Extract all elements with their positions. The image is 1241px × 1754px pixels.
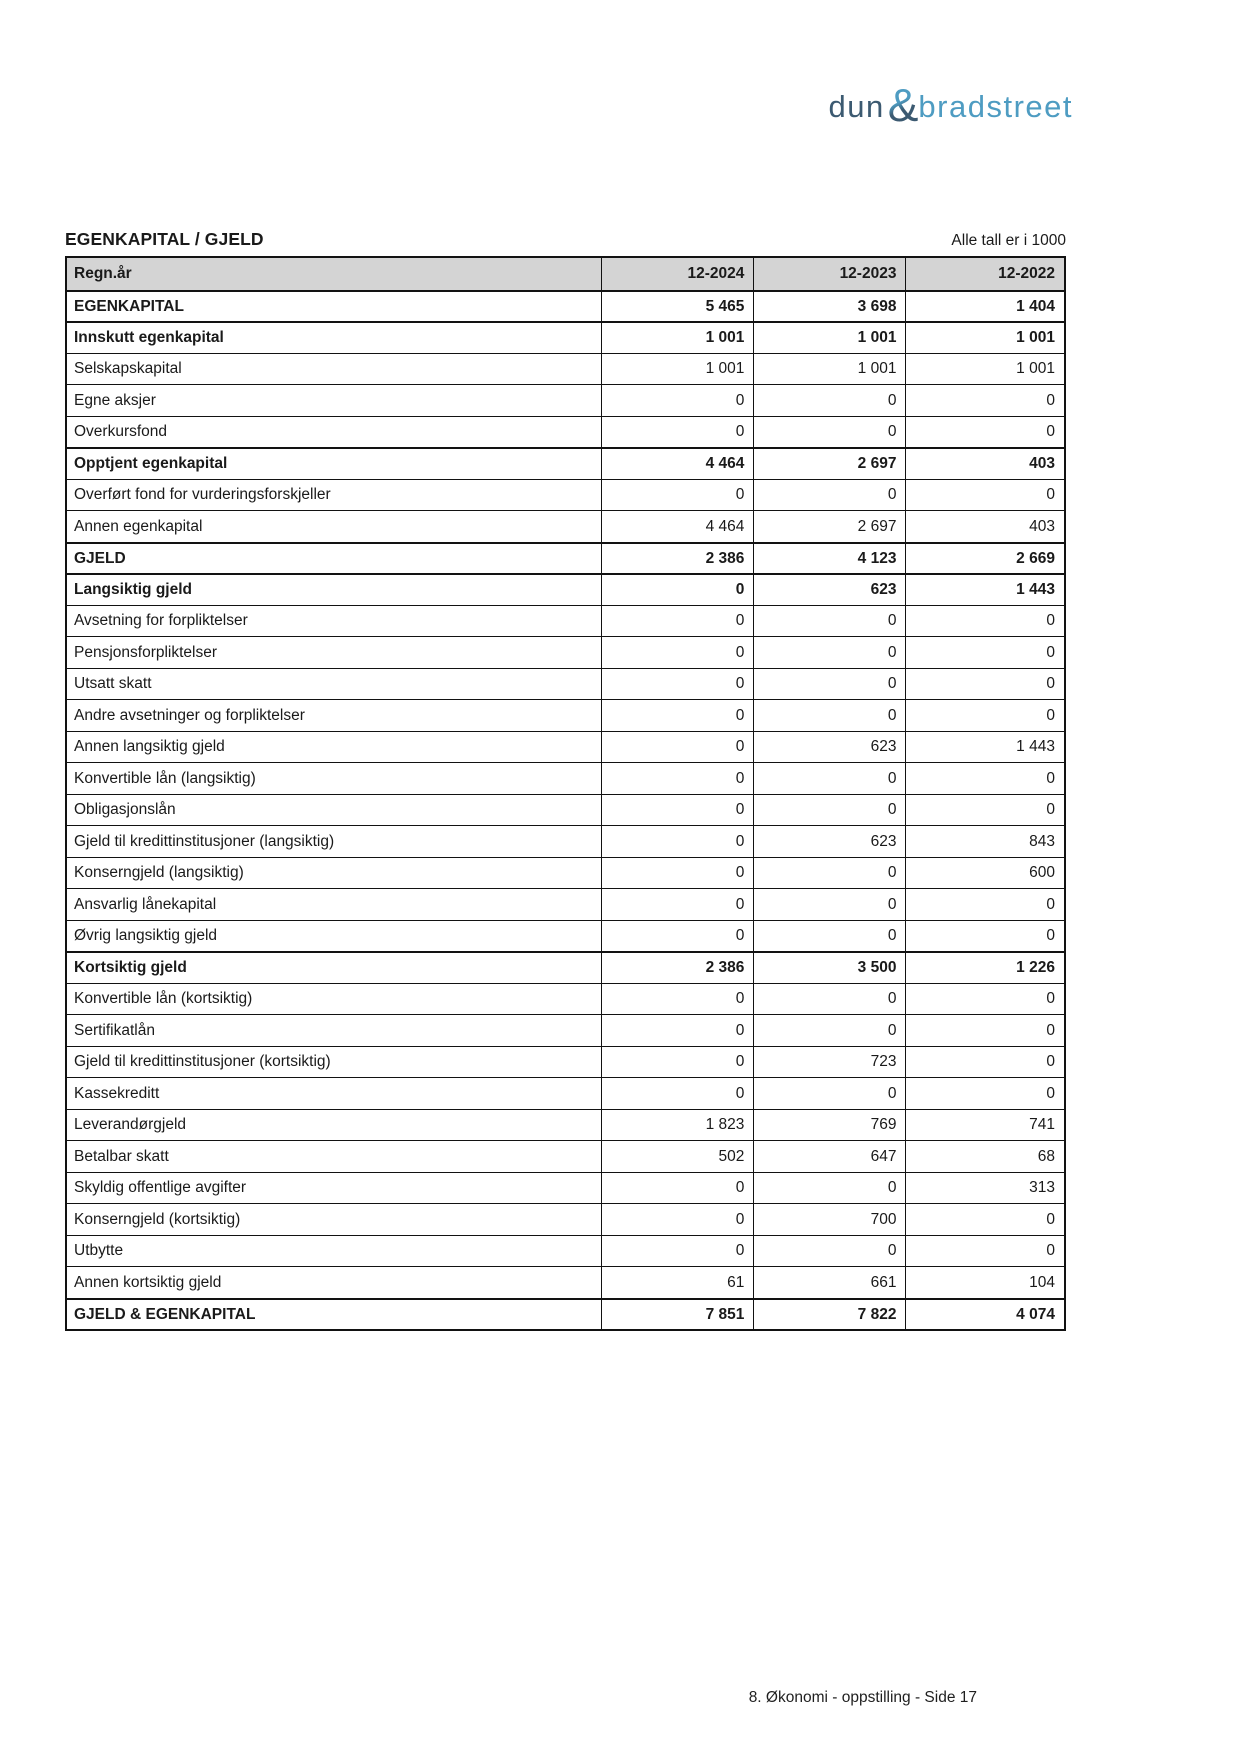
row-value: 0 xyxy=(905,637,1064,668)
row-value: 2 386 xyxy=(601,544,753,574)
column-header-regnar: Regn.år xyxy=(74,265,132,282)
row-value: 623 xyxy=(753,732,905,763)
row-value: 1 001 xyxy=(601,354,753,385)
row-value: 0 xyxy=(905,385,1064,416)
row-value: 843 xyxy=(905,826,1064,857)
row-value: 0 xyxy=(753,921,905,952)
balance-sheet-table xyxy=(65,256,1066,1331)
row-label: EGENKAPITAL xyxy=(74,297,184,315)
row-value: 0 xyxy=(905,921,1064,952)
row-value: 0 xyxy=(905,480,1064,511)
row-value: 61 xyxy=(601,1267,753,1298)
row-value: 0 xyxy=(601,1173,753,1204)
units-note: Alle tall er i 1000 xyxy=(951,232,1066,249)
table-row xyxy=(67,1235,1064,1267)
row-value: 0 xyxy=(753,858,905,889)
row-label: Leverandørgjeld xyxy=(74,1116,187,1133)
row-value: 2 386 xyxy=(601,953,753,983)
row-value: 1 001 xyxy=(601,323,753,353)
table-row xyxy=(67,1266,1064,1298)
row-label: GJELD xyxy=(74,549,126,567)
table-row xyxy=(67,1014,1064,1046)
row-value: 3 698 xyxy=(753,292,905,322)
row-value: 0 xyxy=(601,385,753,416)
row-value: 623 xyxy=(753,575,905,605)
table-row xyxy=(67,1109,1064,1141)
table-row xyxy=(67,668,1064,700)
row-label: Obligasjonslån xyxy=(74,801,176,818)
table-header-row xyxy=(67,258,1064,290)
row-label: Opptjent egenkapital xyxy=(74,455,228,472)
row-value: 0 xyxy=(601,480,753,511)
row-value: 7 851 xyxy=(601,1300,753,1330)
row-value: 0 xyxy=(601,984,753,1015)
row-value: 0 xyxy=(905,763,1064,794)
row-value: 661 xyxy=(753,1267,905,1298)
table-row xyxy=(67,510,1064,542)
row-label: Konserngjeld (langsiktig) xyxy=(74,864,244,881)
row-value: 0 xyxy=(753,984,905,1015)
row-value: 0 xyxy=(905,606,1064,637)
row-value: 0 xyxy=(905,1047,1064,1078)
table-row xyxy=(67,384,1064,416)
row-value: 0 xyxy=(753,1236,905,1267)
dun-bradstreet-logo xyxy=(828,78,1074,131)
row-value: 700 xyxy=(753,1204,905,1235)
row-value: 0 xyxy=(753,763,905,794)
table-row xyxy=(67,479,1064,511)
table-row xyxy=(67,825,1064,857)
row-value: 1 001 xyxy=(753,354,905,385)
row-value: 1 404 xyxy=(905,292,1064,322)
row-value: 0 xyxy=(601,1204,753,1235)
row-value: 403 xyxy=(905,511,1064,542)
row-value: 0 xyxy=(601,921,753,952)
row-value: 5 465 xyxy=(601,292,753,322)
row-label: Overført fond for vurderingsforskjeller xyxy=(74,486,331,503)
row-value: 7 822 xyxy=(753,1300,905,1330)
row-label: Innskutt egenkapital xyxy=(74,329,224,346)
table-row xyxy=(67,699,1064,731)
row-value: 0 xyxy=(905,700,1064,731)
row-label: Ansvarlig lånekapital xyxy=(74,895,217,913)
table-row xyxy=(67,1077,1064,1109)
row-value: 0 xyxy=(753,417,905,448)
row-label: Betalbar skatt xyxy=(74,1147,169,1165)
logo-ampersand-icon: & xyxy=(887,79,919,131)
column-header-12-2022: 12-2022 xyxy=(905,258,1064,290)
row-value: 0 xyxy=(905,1204,1064,1235)
row-value: 4 123 xyxy=(753,544,905,574)
table-row xyxy=(67,1298,1064,1330)
row-value: 0 xyxy=(753,1015,905,1046)
row-value: 0 xyxy=(601,1236,753,1267)
row-value: 3 500 xyxy=(753,953,905,983)
row-value: 0 xyxy=(601,700,753,731)
row-label: Annen kortsiktig gjeld xyxy=(74,1273,222,1291)
row-value: 0 xyxy=(905,1015,1064,1046)
row-value: 0 xyxy=(601,637,753,668)
row-label: Skyldig offentlige avgifter xyxy=(74,1179,247,1196)
row-value: 0 xyxy=(601,889,753,920)
column-header-12-2023: 12-2023 xyxy=(753,258,905,290)
row-value: 0 xyxy=(601,763,753,794)
row-value: 2 697 xyxy=(753,449,905,479)
row-value: 2 697 xyxy=(753,511,905,542)
table-row xyxy=(67,857,1064,889)
table-body xyxy=(67,290,1064,1330)
table-row xyxy=(67,1140,1064,1172)
row-label: Kassekreditt xyxy=(74,1084,160,1102)
table-row xyxy=(67,353,1064,385)
table-row xyxy=(67,762,1064,794)
row-value: 0 xyxy=(601,1078,753,1109)
row-value: 0 xyxy=(753,385,905,416)
row-value: 0 xyxy=(601,669,753,700)
table-row xyxy=(67,888,1064,920)
row-label: GJELD & EGENKAPITAL xyxy=(74,1305,256,1323)
table-row xyxy=(67,636,1064,668)
page-footer: 8. Økonomi - oppstilling - Side 17 xyxy=(748,1689,977,1706)
table-row xyxy=(67,794,1064,826)
row-value: 0 xyxy=(601,732,753,763)
section-header xyxy=(65,229,1066,250)
row-value: 1 443 xyxy=(905,732,1064,763)
row-value: 0 xyxy=(905,1236,1064,1267)
row-value: 0 xyxy=(601,858,753,889)
row-label: Sertifikatlån xyxy=(74,1021,155,1039)
row-label: Utsatt skatt xyxy=(74,675,152,692)
row-label: Øvrig langsiktig gjeld xyxy=(74,927,218,944)
row-value: 0 xyxy=(601,1047,753,1078)
row-label: Andre avsetninger og forpliktelser xyxy=(74,706,305,724)
row-label: Overkursfond xyxy=(74,423,168,440)
table-row xyxy=(67,321,1064,353)
row-label: Selskapskapital xyxy=(74,360,182,377)
row-value: 1 001 xyxy=(753,323,905,353)
row-value: 0 xyxy=(753,1078,905,1109)
row-label: Egne aksjer xyxy=(74,391,156,409)
row-label: Utbytte xyxy=(74,1242,124,1259)
table-row xyxy=(67,920,1064,952)
row-value: 0 xyxy=(905,795,1064,826)
row-value: 741 xyxy=(905,1110,1064,1141)
row-value: 0 xyxy=(905,417,1064,448)
row-label: Kortsiktig gjeld xyxy=(74,959,187,976)
table-row xyxy=(67,447,1064,479)
row-value: 1 001 xyxy=(905,323,1064,353)
row-value: 313 xyxy=(905,1173,1064,1204)
row-value: 1 226 xyxy=(905,953,1064,983)
row-label: Gjeld til kredittinstitusjoner (langsiktig) xyxy=(74,832,335,850)
row-value: 0 xyxy=(753,795,905,826)
row-value: 769 xyxy=(753,1110,905,1141)
row-value: 0 xyxy=(753,480,905,511)
row-value: 0 xyxy=(601,417,753,448)
table-row xyxy=(67,731,1064,763)
table-row xyxy=(67,1172,1064,1204)
row-value: 68 xyxy=(905,1141,1064,1172)
table-row xyxy=(67,290,1064,322)
row-value: 0 xyxy=(601,826,753,857)
row-label: Annen langsiktig gjeld xyxy=(74,738,225,755)
table-row xyxy=(67,983,1064,1015)
row-value: 104 xyxy=(905,1267,1064,1298)
row-label: Langsiktig gjeld xyxy=(74,581,192,598)
row-value: 0 xyxy=(753,1173,905,1204)
row-label: Konvertible lån (langsiktig) xyxy=(74,769,256,787)
row-value: 1 443 xyxy=(905,575,1064,605)
row-value: 4 464 xyxy=(601,449,753,479)
row-label: Konvertible lån (kortsiktig) xyxy=(74,990,253,1007)
row-value: 0 xyxy=(601,795,753,826)
row-value: 623 xyxy=(753,826,905,857)
row-value: 1 001 xyxy=(905,354,1064,385)
row-value: 4 074 xyxy=(905,1300,1064,1330)
row-value: 0 xyxy=(753,700,905,731)
row-value: 0 xyxy=(753,889,905,920)
row-value: 403 xyxy=(905,449,1064,479)
table-row xyxy=(67,542,1064,574)
row-label: Pensjonsforpliktelser xyxy=(74,643,218,661)
column-header-12-2024: 12-2024 xyxy=(601,258,753,290)
row-label: Avsetning for forpliktelser xyxy=(74,612,248,629)
row-value: 0 xyxy=(905,1078,1064,1109)
row-value: 1 823 xyxy=(601,1110,753,1141)
row-value: 2 669 xyxy=(905,544,1064,574)
row-label: Konserngjeld (kortsiktig) xyxy=(74,1210,241,1228)
row-value: 0 xyxy=(905,669,1064,700)
row-value: 0 xyxy=(753,669,905,700)
logo-text-bradstreet: bradstreet xyxy=(918,89,1073,124)
row-value: 0 xyxy=(905,889,1064,920)
row-value: 4 464 xyxy=(601,511,753,542)
table-row xyxy=(67,1203,1064,1235)
table-row xyxy=(67,605,1064,637)
row-value: 0 xyxy=(601,606,753,637)
row-label: Annen egenkapital xyxy=(74,517,203,535)
row-value: 502 xyxy=(601,1141,753,1172)
row-value: 0 xyxy=(753,606,905,637)
row-value: 647 xyxy=(753,1141,905,1172)
row-value: 0 xyxy=(753,637,905,668)
table-row xyxy=(67,1046,1064,1078)
row-label: Gjeld til kredittinstitusjoner (kortsiktig) xyxy=(74,1053,331,1070)
page-title: EGENKAPITAL / GJELD xyxy=(65,229,264,249)
row-value: 600 xyxy=(905,858,1064,889)
row-value: 0 xyxy=(905,984,1064,1015)
row-value: 0 xyxy=(601,1015,753,1046)
table-row xyxy=(67,573,1064,605)
row-value: 0 xyxy=(601,575,753,605)
table-row xyxy=(67,951,1064,983)
table-row xyxy=(67,416,1064,448)
logo-text-dun: dun xyxy=(828,89,885,124)
row-value: 723 xyxy=(753,1047,905,1078)
